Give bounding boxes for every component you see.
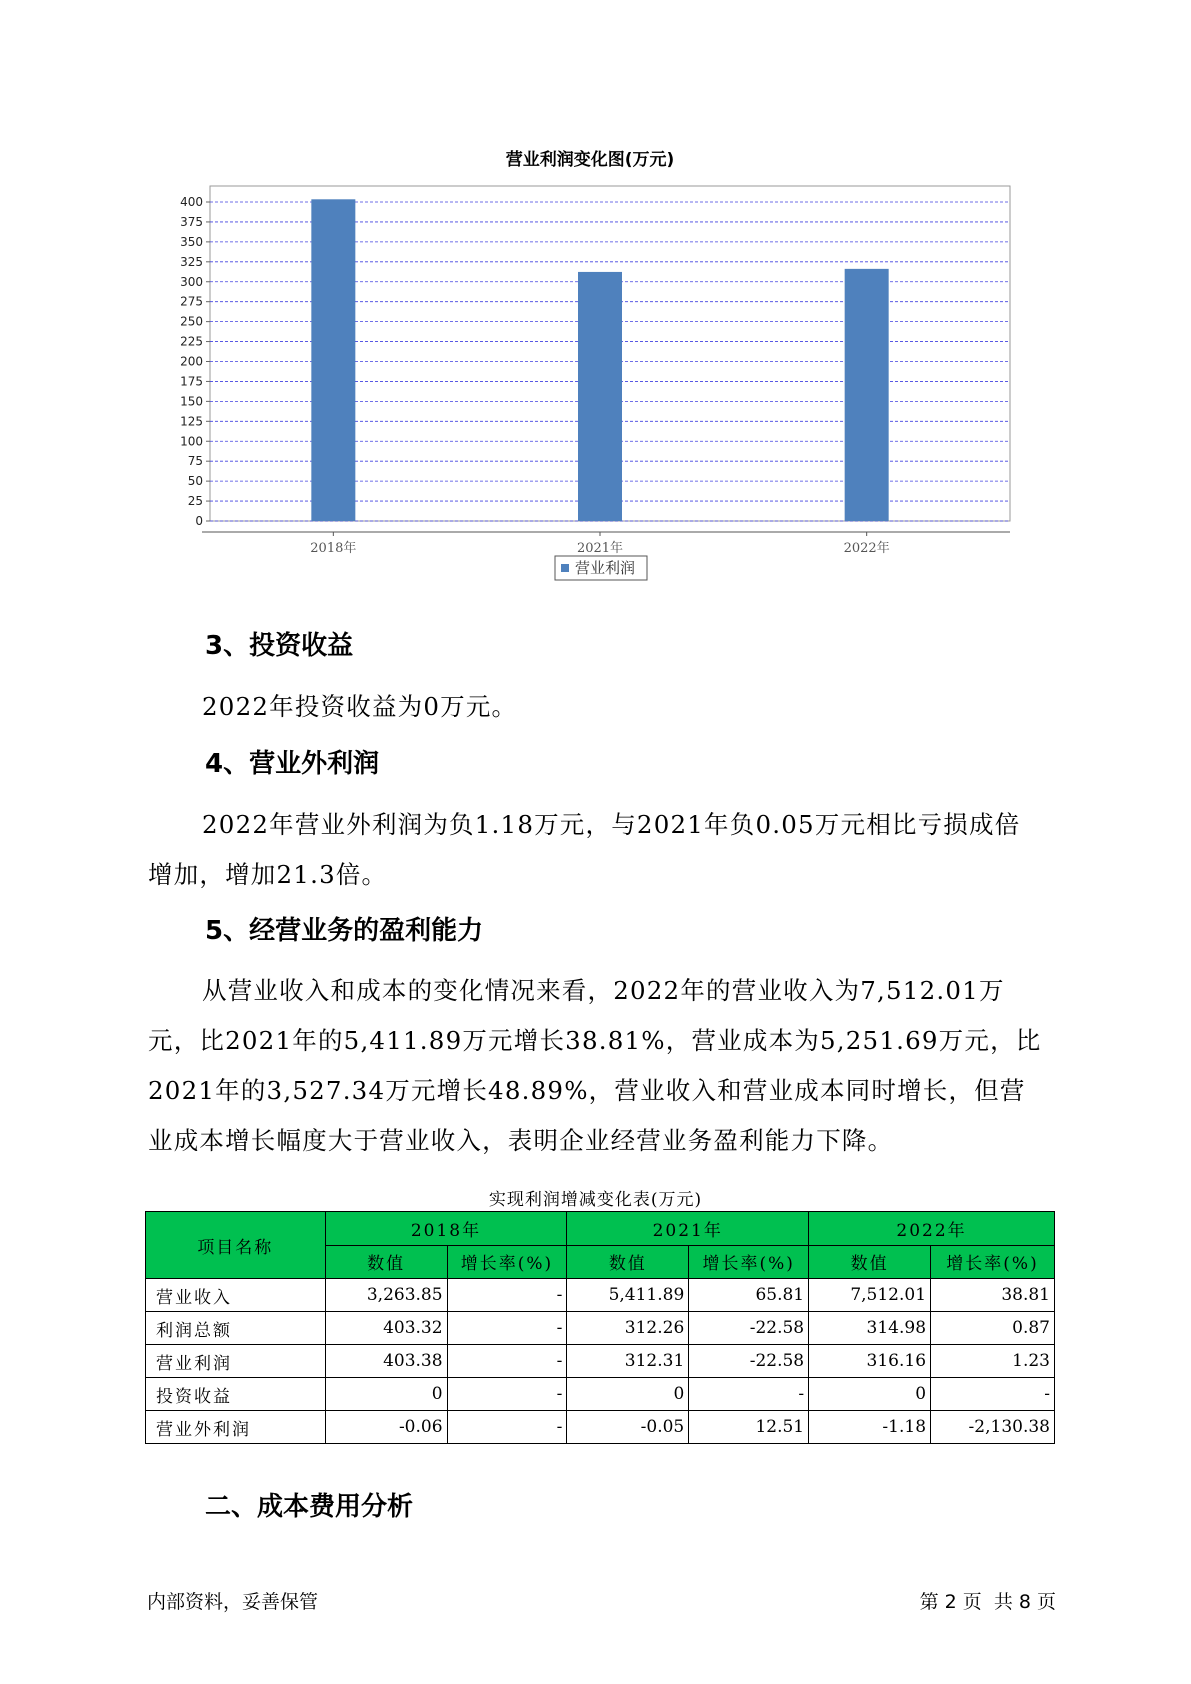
y-tick-label: 375 (180, 214, 203, 229)
y-tick-label: 225 (180, 334, 203, 349)
y-tick-label: 200 (180, 354, 203, 369)
table-cell: - (447, 1312, 567, 1345)
table-cell: 0 (325, 1378, 447, 1411)
table-cell: 38.81 (931, 1279, 1055, 1312)
y-tick-label: 400 (180, 195, 203, 209)
y-tick-label: 350 (180, 234, 203, 249)
row-label: 营业利润 (146, 1345, 326, 1378)
table-cell: 403.38 (325, 1345, 447, 1378)
table-cell: - (689, 1378, 809, 1411)
footer-page-number: 第 2 页 共 8 页 (919, 1591, 1056, 1613)
row-label: 投资收益 (146, 1378, 326, 1411)
paragraph-line: 增加，增加21.3倍。 (148, 860, 388, 889)
x-tick-label: 2021年 (576, 541, 624, 556)
table-cell: 0.87 (931, 1312, 1055, 1345)
table-cell: -1.18 (809, 1411, 931, 1444)
paragraph-line: 2021年的3,527.34万元增长48.89%，营业收入和营业成本同时增长，但营 (148, 1076, 1026, 1105)
y-tick-label: 175 (180, 374, 203, 389)
y-tick-label: 275 (180, 294, 203, 309)
y-tick-label: 50 (187, 474, 203, 489)
table-row (146, 1279, 1055, 1312)
table-cell: 316.16 (809, 1345, 931, 1378)
profit-bar-chart (160, 140, 1020, 590)
table-cell: 7,512.01 (809, 1279, 931, 1312)
table-cell: -22.58 (689, 1312, 809, 1345)
y-tick-label: 250 (180, 314, 203, 329)
x-tick-label: 2022年 (843, 541, 890, 556)
x-tick-label: 2018年 (310, 541, 357, 556)
table-cell: - (447, 1279, 567, 1312)
header-value: 数值 (809, 1245, 931, 1279)
chart-title: 营业利润变化图(万元) (505, 150, 675, 170)
y-tick-label: 150 (180, 394, 203, 409)
paragraph-line: 业成本增长幅度大于营业收入，表明企业经营业务盈利能力下降。 (148, 1126, 894, 1155)
table-cell: 403.32 (325, 1312, 447, 1345)
row-label: 营业外利润 (146, 1411, 326, 1444)
heading-non-operating: 4、营业外利润 (205, 749, 380, 779)
row-label: 营业收入 (146, 1279, 326, 1312)
table-cell: 5,411.89 (567, 1279, 689, 1312)
header-year: 2022年 (809, 1212, 1055, 1246)
table-cell: 12.51 (689, 1411, 809, 1444)
table-cell: - (447, 1345, 567, 1378)
heading-cost-analysis: 二、成本费用分析 (205, 1492, 414, 1522)
paragraph-investment (148, 682, 1048, 732)
header-year: 2021年 (567, 1212, 809, 1246)
y-tick-label: 100 (180, 434, 203, 449)
table-row (146, 1411, 1055, 1444)
legend-label: 营业利润 (575, 559, 636, 577)
y-tick-label: 0 (195, 514, 203, 528)
table-row (146, 1345, 1055, 1378)
table-cell: 312.31 (567, 1345, 689, 1378)
header-year: 2018年 (325, 1212, 567, 1246)
table-row (146, 1312, 1055, 1345)
paragraph-line: 2022年营业外利润为负1.18万元，与2021年负0.05万元相比亏损成倍 (202, 810, 1021, 839)
paragraph-line: 2022年投资收益为0万元。 (202, 692, 518, 721)
table-cell: -0.05 (567, 1411, 689, 1444)
table-cell: 65.81 (689, 1279, 809, 1312)
table-cell: 314.98 (809, 1312, 931, 1345)
table-cell: 1.23 (931, 1345, 1055, 1378)
header-value: 数值 (325, 1245, 447, 1279)
y-tick-label: 25 (187, 494, 203, 509)
bar (578, 272, 622, 521)
table-cell: -2,130.38 (931, 1411, 1055, 1444)
y-tick-label: 125 (180, 414, 203, 429)
paragraph-line: 从营业收入和成本的变化情况来看，2022年的营业收入为7,512.01万 (202, 976, 1005, 1005)
table-cell: - (447, 1411, 567, 1444)
paragraph-profitability (148, 966, 1048, 1166)
table-title: 实现利润增减变化表(万元) (488, 1190, 703, 1210)
y-tick-label: 300 (180, 274, 203, 289)
bar (845, 269, 889, 521)
paragraph-non-operating (148, 800, 1048, 900)
header-growth: 增长率(%) (447, 1245, 567, 1279)
y-tick-label: 75 (187, 454, 203, 469)
row-label: 利润总额 (146, 1312, 326, 1345)
header-item-name: 项目名称 (146, 1212, 326, 1279)
table-cell: 0 (809, 1378, 931, 1411)
heading-investment: 3、投资收益 (205, 631, 354, 661)
legend-swatch (561, 564, 569, 572)
table-cell: 3,263.85 (325, 1279, 447, 1312)
header-value: 数值 (567, 1245, 689, 1279)
heading-profitability: 5、经营业务的盈利能力 (205, 916, 484, 946)
profit-change-table (145, 1211, 1055, 1444)
table-cell: -22.58 (689, 1345, 809, 1378)
table-cell: 0 (567, 1378, 689, 1411)
table-cell: 312.26 (567, 1312, 689, 1345)
paragraph-line: 元，比2021年的5,411.89万元增长38.81%，营业成本为5,251.69万元，比 (148, 1026, 1042, 1055)
header-growth: 增长率(%) (931, 1245, 1055, 1279)
table-cell: - (931, 1378, 1055, 1411)
footer-confidential: 内部资料，妥善保管 (147, 1591, 319, 1613)
bar (311, 199, 355, 521)
table-cell: -0.06 (325, 1411, 447, 1444)
table-row (146, 1378, 1055, 1411)
chart-canvas (160, 140, 1020, 590)
table-cell: - (447, 1378, 567, 1411)
y-tick-label: 325 (180, 254, 203, 269)
header-growth: 增长率(%) (689, 1245, 809, 1279)
